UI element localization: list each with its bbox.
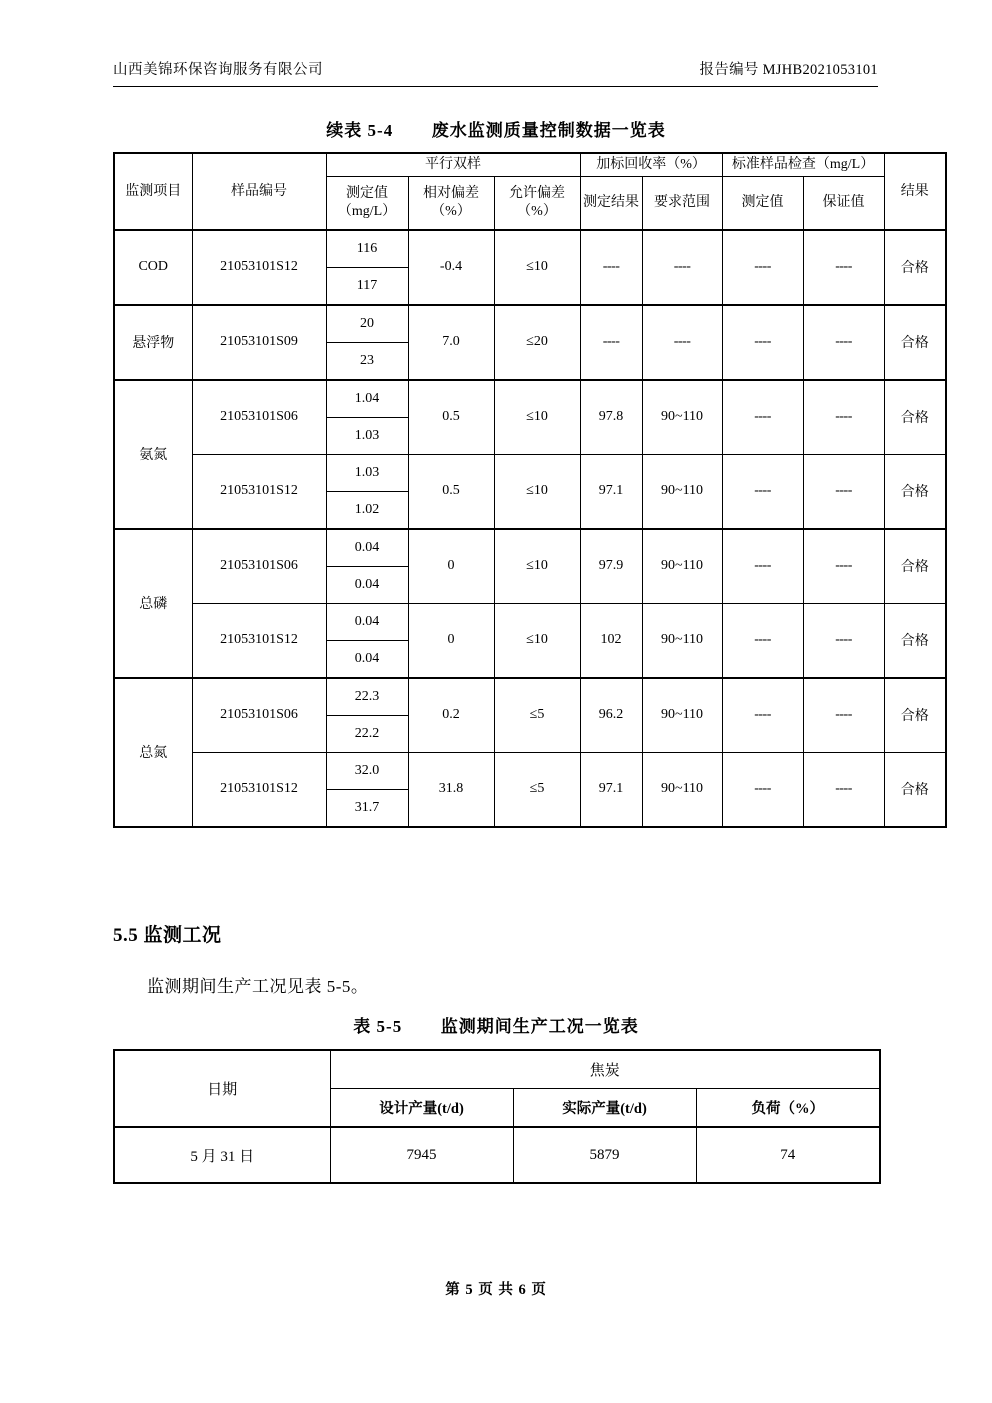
cell-result: 合格 [884, 752, 946, 827]
cell-std-guarantee: ---- [803, 230, 884, 305]
cell-sample-no: 21053101S06 [192, 380, 326, 455]
page-footer [0, 1278, 992, 1299]
cell-measured-2: 22.2 [326, 715, 408, 752]
cell-result: 合格 [884, 380, 946, 455]
cell-rel-dev: 0.5 [408, 380, 494, 455]
cell-spike-result: 97.8 [580, 380, 642, 455]
cell-sample-no: 21053101S12 [192, 752, 326, 827]
cell-spike-result: ---- [580, 305, 642, 380]
table-55-title [0, 1012, 992, 1037]
cell-allow-dev: ≤10 [494, 380, 580, 455]
cell-item-tp: 总磷 [114, 529, 192, 678]
table-row [114, 230, 946, 268]
cell-result: 合格 [884, 454, 946, 529]
cell-allow-dev: ≤5 [494, 678, 580, 753]
table-row [114, 305, 946, 343]
cell-measured-2: 0.04 [326, 640, 408, 678]
footer-page-number: 5 [465, 1282, 474, 1298]
th-spike-result: 测定结果 [580, 176, 642, 230]
cell-measured-2: 31.7 [326, 789, 408, 827]
cell-std-guarantee: ---- [803, 305, 884, 380]
cell-spike-result: 96.2 [580, 678, 642, 753]
section-paragraph-55: 监测期间生产工况见表 5-5。 [147, 977, 369, 996]
th-design-output: 设计产量(t/d) [330, 1089, 513, 1128]
cell-spike-result: 97.1 [580, 752, 642, 827]
production-conditions-table [113, 1049, 881, 1184]
table-54-title [0, 116, 992, 141]
table-54-title-prefix: 续表 5-4 [326, 121, 394, 140]
cell-spike-range: 90~110 [642, 603, 722, 678]
cell-rel-dev: 31.8 [408, 752, 494, 827]
cell-spike-range: 90~110 [642, 454, 722, 529]
cell-spike-range: 90~110 [642, 752, 722, 827]
table-55-title-prefix: 表 5-5 [353, 1017, 403, 1036]
th-spike-range: 要求范围 [642, 176, 722, 230]
cell-measured-1: 116 [326, 230, 408, 268]
th-std-check: 标准样品检查（mg/L） [722, 153, 884, 176]
cell-rel-dev: 0.2 [408, 678, 494, 753]
cell-allow-dev: ≤10 [494, 230, 580, 305]
cell-std-guarantee: ---- [803, 752, 884, 827]
cell-measured-1: 20 [326, 305, 408, 343]
cell-item-cod: COD [114, 230, 192, 305]
cell-std-measured: ---- [722, 230, 803, 305]
cell-allow-dev: ≤10 [494, 529, 580, 604]
company-name: 山西美锦环保咨询服务有限公司 [113, 62, 323, 78]
cell-rel-dev: -0.4 [408, 230, 494, 305]
footer-prefix: 第 [445, 1282, 461, 1298]
cell-spike-result: 102 [580, 603, 642, 678]
cell-measured-1: 1.04 [326, 380, 408, 418]
cell-spike-range: ---- [642, 305, 722, 380]
cell-sample-no: 21053101S12 [192, 230, 326, 305]
cell-std-guarantee: ---- [803, 380, 884, 455]
cell-spike-result: 97.1 [580, 454, 642, 529]
table-54-title-main: 废水监测质量控制数据一览表 [431, 121, 666, 140]
th-allow-dev: 允许偏差（%） [494, 176, 580, 230]
footer-total-unit: 页 [531, 1282, 547, 1298]
th-std-measured: 测定值 [722, 176, 803, 230]
th-date: 日期 [114, 1050, 330, 1127]
th-coke: 焦炭 [330, 1050, 880, 1089]
cell-std-guarantee: ---- [803, 454, 884, 529]
table-row [114, 380, 946, 418]
cell-rel-dev: 7.0 [408, 305, 494, 380]
cell-measured-2: 117 [326, 267, 408, 305]
cell-spike-range: 90~110 [642, 380, 722, 455]
table-row [114, 1127, 880, 1183]
cell-result: 合格 [884, 603, 946, 678]
cell-allow-dev: ≤10 [494, 603, 580, 678]
table-row [114, 678, 946, 716]
section-heading-55: 5.5 监测工况 [113, 925, 222, 946]
cell-std-measured: ---- [722, 603, 803, 678]
cell-spike-result: 97.9 [580, 529, 642, 604]
cell-rel-dev: 0 [408, 603, 494, 678]
cell-allow-dev: ≤20 [494, 305, 580, 380]
cell-measured-2: 0.04 [326, 566, 408, 603]
table-55-title-main: 监测期间生产工况一览表 [440, 1017, 639, 1036]
footer-total-prefix: 共 [498, 1282, 514, 1298]
cell-allow-dev: ≤5 [494, 752, 580, 827]
cell-result: 合格 [884, 305, 946, 380]
cell-std-measured: ---- [722, 454, 803, 529]
cell-std-guarantee: ---- [803, 603, 884, 678]
cell-std-measured: ---- [722, 678, 803, 753]
cell-sample-no: 21053101S06 [192, 529, 326, 604]
th-rel-dev: 相对偏差（%） [408, 176, 494, 230]
cell-measured-2: 1.02 [326, 491, 408, 529]
cell-spike-range: 90~110 [642, 678, 722, 753]
page-header [113, 58, 878, 87]
cell-sample-no: 21053101S12 [192, 454, 326, 529]
cell-std-measured: ---- [722, 380, 803, 455]
cell-load: 74 [696, 1127, 880, 1183]
cell-measured-1: 0.04 [326, 529, 408, 567]
cell-measured-1: 1.03 [326, 454, 408, 491]
cell-date: 5 月 31 日 [114, 1127, 330, 1183]
th-measured: 测定值（mg/L） [326, 176, 408, 230]
cell-rel-dev: 0.5 [408, 454, 494, 529]
cell-item-tn: 总氮 [114, 678, 192, 827]
cell-rel-dev: 0 [408, 529, 494, 604]
cell-sample-no: 21053101S09 [192, 305, 326, 380]
th-spike: 加标回收率（%） [580, 153, 722, 176]
footer-total-number: 6 [518, 1282, 527, 1298]
th-sample-no: 样品编号 [192, 153, 326, 230]
th-parallel: 平行双样 [326, 153, 580, 176]
cell-spike-range: ---- [642, 230, 722, 305]
cell-design-output: 7945 [330, 1127, 513, 1183]
cell-measured-1: 32.0 [326, 752, 408, 789]
cell-item-ss: 悬浮物 [114, 305, 192, 380]
cell-std-measured: ---- [722, 529, 803, 604]
cell-result: 合格 [884, 529, 946, 604]
cell-measured-2: 23 [326, 342, 408, 380]
cell-spike-range: 90~110 [642, 529, 722, 604]
cell-actual-output: 5879 [513, 1127, 696, 1183]
cell-std-guarantee: ---- [803, 678, 884, 753]
report-number: 报告编号 MJHB2021053101 [699, 62, 878, 78]
cell-sample-no: 21053101S06 [192, 678, 326, 753]
table-row [114, 603, 946, 640]
table-row [114, 529, 946, 567]
th-std-guarantee: 保证值 [803, 176, 884, 230]
cell-result: 合格 [884, 230, 946, 305]
th-load: 负荷（%） [696, 1089, 880, 1128]
cell-std-measured: ---- [722, 752, 803, 827]
th-item: 监测项目 [114, 153, 192, 230]
cell-measured-1: 0.04 [326, 603, 408, 640]
cell-std-measured: ---- [722, 305, 803, 380]
cell-measured-1: 22.3 [326, 678, 408, 716]
table-row [114, 454, 946, 491]
cell-allow-dev: ≤10 [494, 454, 580, 529]
qc-data-table [113, 152, 947, 828]
cell-spike-result: ---- [580, 230, 642, 305]
th-result: 结果 [884, 153, 946, 230]
th-actual-output: 实际产量(t/d) [513, 1089, 696, 1128]
cell-item-nh3n: 氨氮 [114, 380, 192, 529]
cell-sample-no: 21053101S12 [192, 603, 326, 678]
footer-page-unit: 页 [478, 1282, 494, 1298]
cell-std-guarantee: ---- [803, 529, 884, 604]
table-row [114, 752, 946, 789]
cell-measured-2: 1.03 [326, 417, 408, 454]
cell-result: 合格 [884, 678, 946, 753]
